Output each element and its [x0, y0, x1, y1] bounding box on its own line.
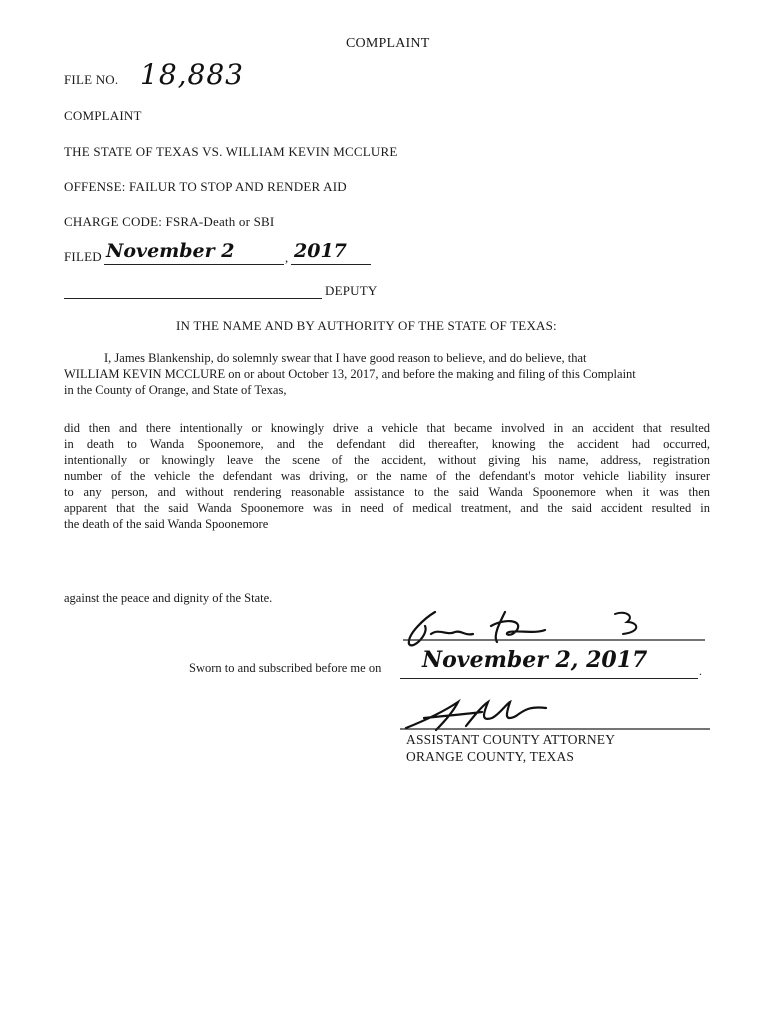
file-no-value: 18,883 — [140, 58, 244, 91]
attorney-signature — [396, 696, 716, 736]
sworn-label: Sworn to and subscribed before me on — [189, 661, 382, 675]
sworn-date-handwritten: November 2, 2017 — [422, 647, 648, 673]
deputy-label: DEPUTY — [325, 283, 378, 298]
document-title: COMPLAINT — [346, 36, 430, 51]
intro-line: I, James Blankenship, do solemnly swear that I have good reason to believe, and do believe, that — [104, 351, 587, 365]
attorney-title: ASSISTANT COUNTY ATTORNEY — [406, 732, 616, 747]
authority-heading: IN THE NAME AND BY AUTHORITY OF THE STATE OF TEXAS: — [176, 318, 557, 333]
charge-line: intentionally or knowingly leave the scene of the accident, without giving his name, address, registration — [64, 453, 710, 467]
intro-line: WILLIAM KEVIN MCCLURE on or about October 13, 2017, and before the making and filing of this Complaint — [64, 367, 636, 381]
charge-line: to any person, and without rendering reasonable assistance to the said Wanda Spoonemore when it was then — [64, 485, 710, 499]
file-no-label: FILE NO. — [64, 72, 119, 87]
deputy-signature-line — [64, 298, 322, 299]
sworn-period: . — [699, 664, 702, 678]
charge-line: number of the vehicle the defendant was driving, or the name of the defendant's motor vehicle liability insurer — [64, 469, 710, 483]
filed-year-line — [291, 264, 371, 265]
charge-line: did then and there intentionally or knowingly drive a vehicle that became involved in an accident that resulted — [64, 421, 710, 435]
intro-line: in the County of Orange, and State of Texas, — [64, 383, 287, 397]
closing-line: against the peace and dignity of the State. — [64, 591, 273, 605]
charge-code-line: CHARGE CODE: FSRA-Death or SBI — [64, 214, 275, 229]
charge-line: the death of the said Wanda Spoonemore — [64, 517, 269, 531]
charge-line: apparent that the said Wanda Spoonemore was in need of medical treatment, and the said accident resulted in — [64, 501, 710, 515]
sworn-date-line — [400, 678, 698, 679]
filed-year-handwritten: 2017 — [294, 240, 347, 262]
filed-date-handwritten: November 2 — [106, 240, 235, 262]
filed-label: FILED — [64, 249, 102, 264]
filed-date-line — [104, 264, 284, 265]
filed-comma: , — [285, 250, 289, 265]
offense-line: OFFENSE: FAILUR TO STOP AND RENDER AID — [64, 179, 347, 194]
charge-line: in death to Wanda Spoonemore, and the defendant did thereafter, knowing the accident had occurred, — [64, 437, 710, 451]
attorney-county: ORANGE COUNTY, TEXAS — [406, 749, 575, 764]
complaint-subtitle: COMPLAINT — [64, 108, 142, 123]
case-caption: THE STATE OF TEXAS VS. WILLIAM KEVIN MCCLURE — [64, 144, 398, 159]
